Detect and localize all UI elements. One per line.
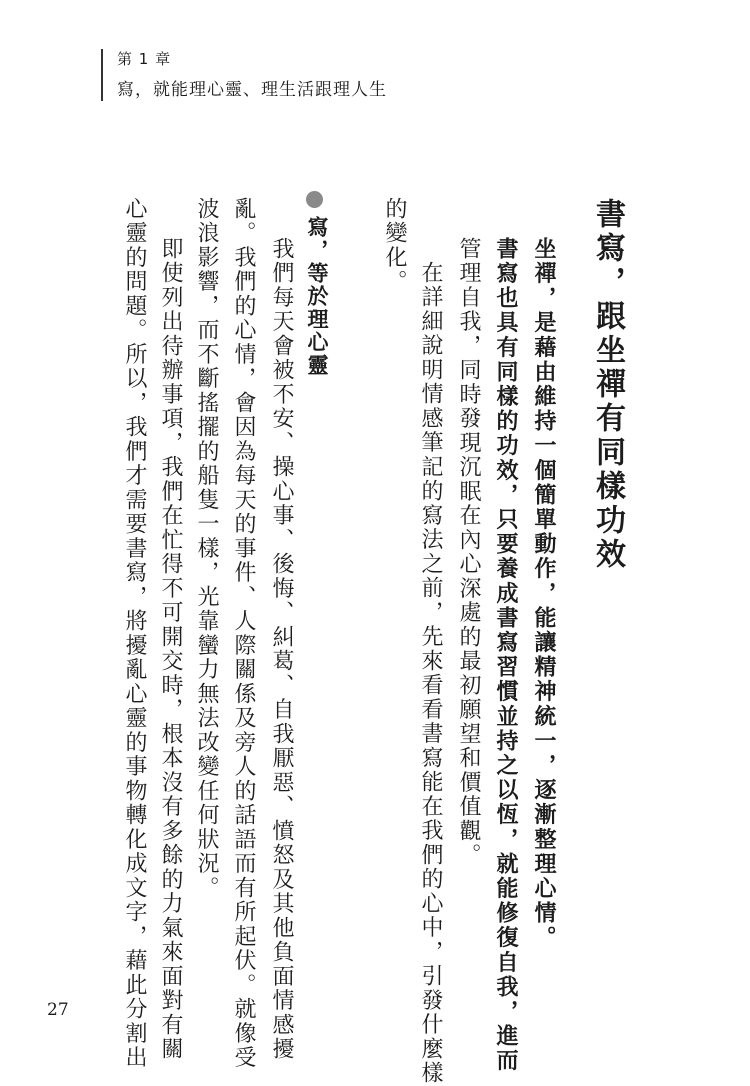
- subsection-line-3: 波浪影響，而不斷搖擺的船隻一樣，光靠蠻力無法改變任何狀況。: [194, 197, 219, 901]
- running-head-rule: [101, 49, 103, 101]
- subheading-bullet: [306, 191, 323, 208]
- chapter-title: 寫，就能理心靈、理生活跟理人生: [117, 80, 387, 100]
- subsection-heading: 寫，等於理心靈: [305, 216, 329, 377]
- section-heading: 書寫，跟坐禪有同樣功效: [590, 198, 625, 572]
- lead-line-2: 書寫也具有同樣的功效，只要養成書寫習慣並持之以恆，就能修復自我，進而: [493, 237, 518, 1074]
- subsection-line-4: 即使列出待辦事項，我們在忙得不可開交時，根本沒有多餘的力氣來面對有關: [158, 237, 183, 1062]
- subsection-line-1: 我們每天會被不安、操心事、後悔、糾葛、自我厭惡、憤怒及其他負面情感擾: [269, 237, 294, 1062]
- subsection-line-5: 心靈的問題。所以，我們才需要書寫，將擾亂心靈的事物轉化成文字，藉此分割出: [122, 197, 147, 1070]
- chapter-label: 第 1 章: [117, 50, 172, 68]
- body-line-1: 管理自我，同時發現沉眠在內心深處的最初願望和價值觀。: [456, 237, 481, 868]
- body-line-3: 的變化。: [382, 197, 407, 294]
- body-line-2: 在詳細說明情感筆記的寫法之前，先來看看書寫能在我們的心中，引發什麼樣: [418, 261, 443, 1086]
- lead-line-1: 坐禪，是藉由維持一個簡單動作，能讓精神統一，逐漸整理心情。: [531, 237, 556, 951]
- subsection-line-2: 亂。我們的心情，會因為每天的事件、人際關係及旁人的話語而有所起伏。就像受: [231, 197, 256, 1070]
- page-number: 27: [47, 1000, 69, 1020]
